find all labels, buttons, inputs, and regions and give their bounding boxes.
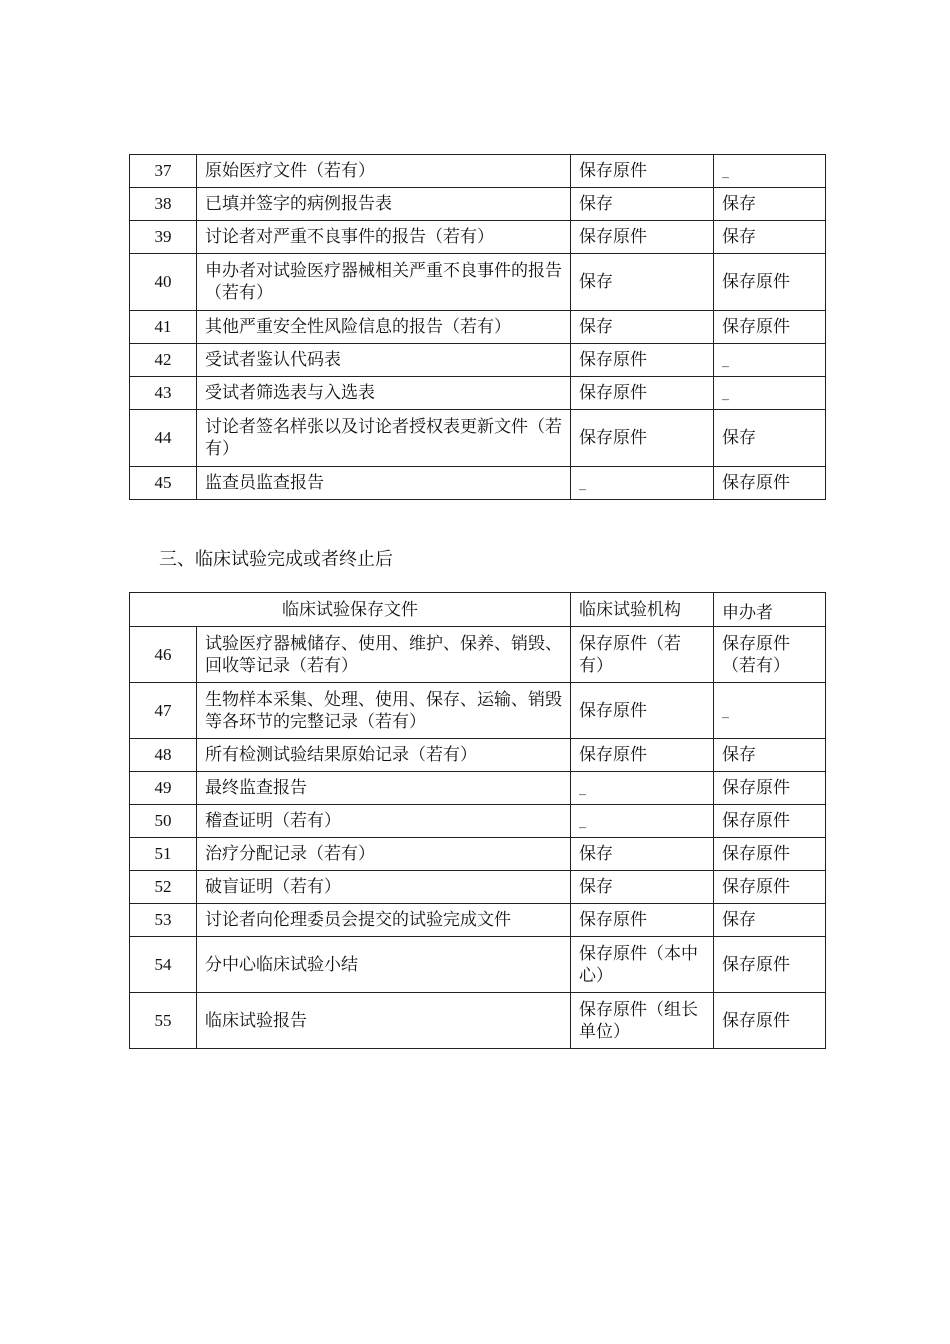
table-row	[130, 627, 826, 683]
sponsor-retention: 保存原件	[714, 937, 826, 993]
sponsor-retention: 保存原件（若有）	[714, 627, 826, 683]
sponsor-retention: _	[714, 155, 826, 188]
table-row	[130, 739, 826, 772]
table-row	[130, 221, 826, 254]
row-number: 46	[130, 627, 197, 683]
document-name: 治疗分配记录（若有）	[197, 838, 571, 871]
row-number: 49	[130, 772, 197, 805]
row-number: 50	[130, 805, 197, 838]
sponsor-retention: 保存原件	[714, 772, 826, 805]
row-number: 54	[130, 937, 197, 993]
table-row	[130, 467, 826, 500]
sponsor-retention: 保存原件	[714, 838, 826, 871]
header-sponsor: 申办者	[714, 593, 826, 627]
document-name: 临床试验报告	[197, 993, 571, 1049]
sponsor-retention: 保存	[714, 410, 826, 467]
sponsor-retention: 保存	[714, 221, 826, 254]
table-row	[130, 838, 826, 871]
row-number: 37	[130, 155, 197, 188]
sponsor-retention: 保存	[714, 904, 826, 937]
document-name: 讨论者向伦理委员会提交的试验完成文件	[197, 904, 571, 937]
table-row	[130, 904, 826, 937]
retention-table-after-trial	[129, 592, 826, 1049]
document-name: 讨论者对严重不良事件的报告（若有）	[197, 221, 571, 254]
row-number: 39	[130, 221, 197, 254]
sponsor-retention: 保存	[714, 188, 826, 221]
row-number: 40	[130, 254, 197, 311]
row-number: 48	[130, 739, 197, 772]
institution-retention: 保存	[571, 838, 714, 871]
institution-retention: 保存原件	[571, 904, 714, 937]
row-number: 52	[130, 871, 197, 904]
row-number: 47	[130, 683, 197, 739]
table-row	[130, 188, 826, 221]
institution-retention: 保存原件	[571, 221, 714, 254]
table-header-row	[130, 593, 826, 627]
institution-retention: 保存原件（本中心）	[571, 937, 714, 993]
document-name: 生物样本采集、处理、使用、保存、运输、销毁等各环节的完整记录（若有）	[197, 683, 571, 739]
document-name: 受试者鉴认代码表	[197, 344, 571, 377]
table-row	[130, 254, 826, 311]
row-number: 45	[130, 467, 197, 500]
institution-retention: 保存原件	[571, 739, 714, 772]
sponsor-retention: 保存原件	[714, 311, 826, 344]
sponsor-retention: _	[714, 344, 826, 377]
header-institution: 临床试验机构	[571, 593, 714, 627]
table-row	[130, 377, 826, 410]
institution-retention: 保存原件	[571, 344, 714, 377]
sponsor-retention: _	[714, 683, 826, 739]
document-name: 原始医疗文件（若有）	[197, 155, 571, 188]
document-name: 稽查证明（若有）	[197, 805, 571, 838]
sponsor-retention: 保存原件	[714, 805, 826, 838]
table-row	[130, 344, 826, 377]
institution-retention: _	[571, 805, 714, 838]
document-name: 讨论者签名样张以及讨论者授权表更新文件（若有）	[197, 410, 571, 467]
document-name: 分中心临床试验小结	[197, 937, 571, 993]
header-document: 临床试验保存文件	[130, 593, 571, 627]
row-number: 38	[130, 188, 197, 221]
sponsor-retention: 保存原件	[714, 993, 826, 1049]
document-name: 破盲证明（若有）	[197, 871, 571, 904]
sponsor-retention: 保存原件	[714, 871, 826, 904]
institution-retention: 保存	[571, 871, 714, 904]
institution-retention: 保存原件	[571, 683, 714, 739]
sponsor-retention: _	[714, 377, 826, 410]
row-number: 43	[130, 377, 197, 410]
institution-retention: 保存原件	[571, 377, 714, 410]
table-row	[130, 937, 826, 993]
document-name: 其他严重安全性风险信息的报告（若有）	[197, 311, 571, 344]
row-number: 42	[130, 344, 197, 377]
institution-retention: _	[571, 772, 714, 805]
table-row	[130, 871, 826, 904]
institution-retention: 保存	[571, 188, 714, 221]
institution-retention: 保存原件	[571, 410, 714, 467]
table-row	[130, 410, 826, 467]
table-row	[130, 805, 826, 838]
table-row	[130, 155, 826, 188]
document-name: 最终监查报告	[197, 772, 571, 805]
institution-retention: 保存	[571, 311, 714, 344]
document-name: 申办者对试验医疗器械相关严重不良事件的报告（若有）	[197, 254, 571, 311]
document-name: 试验医疗器械储存、使用、维护、保养、销毁、回收等记录（若有）	[197, 627, 571, 683]
document-name: 受试者筛选表与入选表	[197, 377, 571, 410]
row-number: 55	[130, 993, 197, 1049]
sponsor-retention: 保存原件	[714, 254, 826, 311]
sponsor-retention: 保存	[714, 739, 826, 772]
table-row	[130, 311, 826, 344]
row-number: 53	[130, 904, 197, 937]
institution-retention: 保存	[571, 254, 714, 311]
table-row	[130, 683, 826, 739]
row-number: 51	[130, 838, 197, 871]
row-number: 41	[130, 311, 197, 344]
table-row	[130, 993, 826, 1049]
document-name: 所有检测试验结果原始记录（若有）	[197, 739, 571, 772]
row-number: 44	[130, 410, 197, 467]
document-name: 监查员监查报告	[197, 467, 571, 500]
table-row	[130, 772, 826, 805]
document-name: 已填并签字的病例报告表	[197, 188, 571, 221]
institution-retention: _	[571, 467, 714, 500]
section-title: 三、临床试验完成或者终止后	[159, 549, 393, 570]
sponsor-retention: 保存原件	[714, 467, 826, 500]
retention-table-during-trial	[129, 154, 826, 500]
institution-retention: 保存原件（组长单位）	[571, 993, 714, 1049]
institution-retention: 保存原件	[571, 155, 714, 188]
institution-retention: 保存原件（若有）	[571, 627, 714, 683]
